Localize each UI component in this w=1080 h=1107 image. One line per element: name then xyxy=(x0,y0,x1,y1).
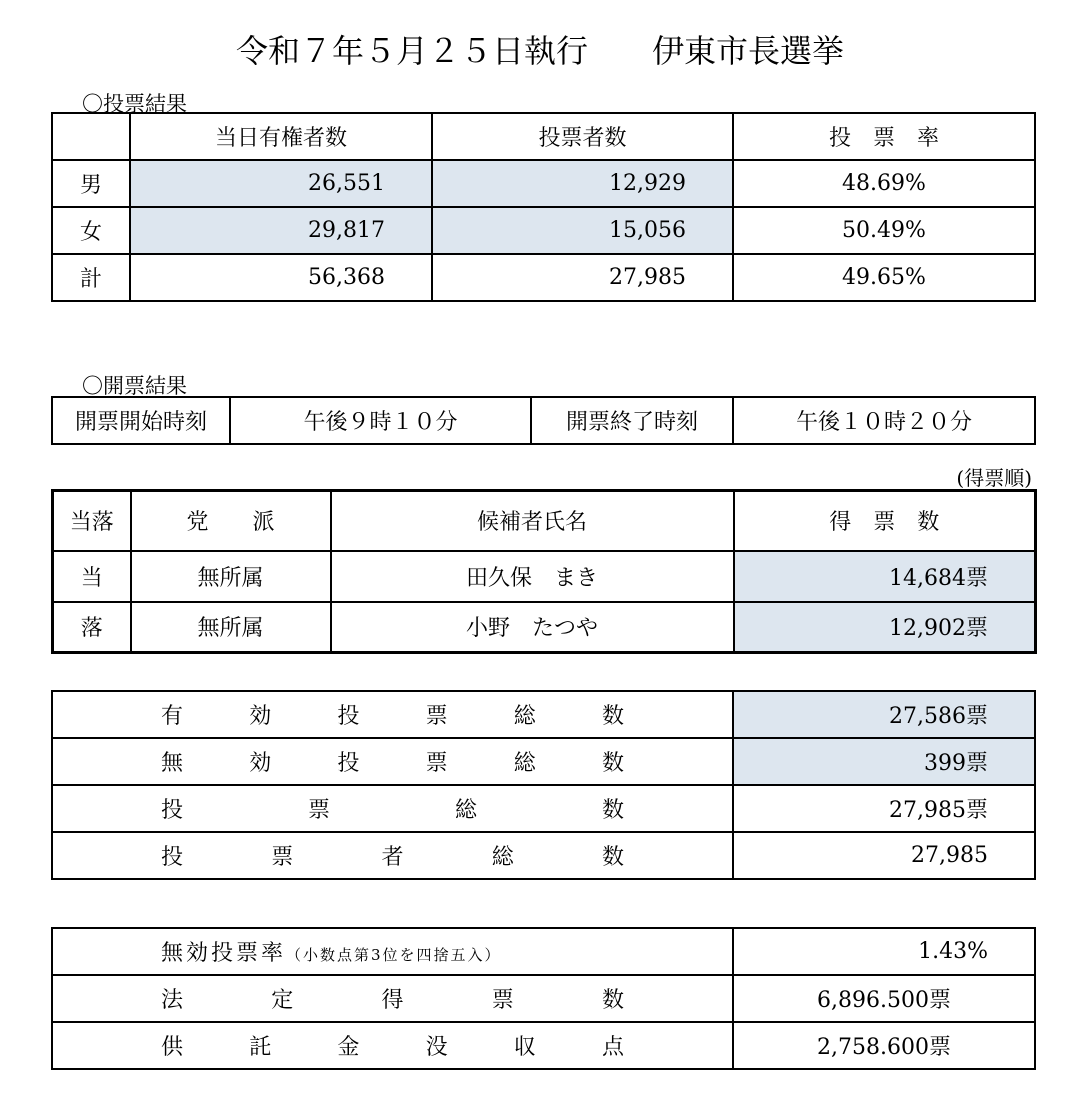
row-label: 計 xyxy=(52,254,130,301)
table-row xyxy=(52,691,1035,738)
total-label: 無効投票総数 xyxy=(52,738,733,785)
total-value: 399票 xyxy=(733,738,1035,785)
table-row xyxy=(53,551,1036,602)
table-row xyxy=(52,254,1035,301)
total-value: 27,586票 xyxy=(733,691,1035,738)
counting-time-table xyxy=(51,396,1036,445)
table-row xyxy=(53,491,1036,551)
count-end-value: 午後１０時２０分 xyxy=(733,397,1035,444)
votes-cell: 12,902票 xyxy=(734,602,1036,653)
eligible-cell: 29,817 xyxy=(130,207,432,254)
candidate-name: 田久保 まき xyxy=(331,551,734,602)
header-eligible: 当日有権者数 xyxy=(130,113,432,160)
invalid-rate-note: （小数点第3位を四捨五入） xyxy=(286,946,502,964)
voters-cell: 27,985 xyxy=(432,254,733,301)
deposit-forfeit-value: 2,758.600票 xyxy=(733,1022,1035,1069)
vote-stats-table xyxy=(51,927,1036,1070)
legal-votes-value: 6,896.500票 xyxy=(733,975,1035,1022)
table-row xyxy=(52,738,1035,785)
turnout-section-label: 〇投票結果 xyxy=(82,92,187,116)
table-row xyxy=(52,1022,1035,1069)
invalid-rate-value: 1.43% xyxy=(733,928,1035,975)
row-label: 男 xyxy=(52,160,130,207)
legal-votes-label: 法定得票数 xyxy=(52,975,733,1022)
party-cell: 無所属 xyxy=(131,551,331,602)
eligible-cell: 56,368 xyxy=(130,254,432,301)
table-row xyxy=(52,113,1035,160)
table-row xyxy=(52,207,1035,254)
total-label: 投票者総数 xyxy=(52,832,733,879)
header-party: 党 派 xyxy=(131,491,331,551)
table-row xyxy=(52,397,1035,444)
status-cell: 落 xyxy=(53,602,131,653)
votes-cell: 14,684票 xyxy=(734,551,1036,602)
row-label: 女 xyxy=(52,207,130,254)
table-row xyxy=(52,975,1035,1022)
candidate-results-table xyxy=(51,489,1037,654)
table-row xyxy=(52,785,1035,832)
eligible-cell: 26,551 xyxy=(130,160,432,207)
party-cell: 無所属 xyxy=(131,602,331,653)
header-name: 候補者氏名 xyxy=(331,491,734,551)
total-label: 有効投票総数 xyxy=(52,691,733,738)
count-start-label: 開票開始時刻 xyxy=(52,397,230,444)
rate-cell: 48.69% xyxy=(733,160,1035,207)
total-value: 27,985 xyxy=(733,832,1035,879)
vote-totals-table xyxy=(51,690,1036,880)
turnout-table xyxy=(51,112,1036,302)
rate-cell: 49.65% xyxy=(733,254,1035,301)
header-voters: 投票者数 xyxy=(432,113,733,160)
header-status: 当落 xyxy=(53,491,131,551)
rate-cell: 50.49% xyxy=(733,207,1035,254)
order-note: (得票順) xyxy=(956,466,1032,490)
total-value: 27,985票 xyxy=(733,785,1035,832)
table-row xyxy=(53,602,1036,653)
counting-section-label: 〇開票結果 xyxy=(82,374,187,398)
table-row xyxy=(52,928,1035,975)
voters-cell: 15,056 xyxy=(432,207,733,254)
header-rate: 投 票 率 xyxy=(733,113,1035,160)
invalid-rate-label: 無効投票率 xyxy=(161,941,287,966)
count-end-label: 開票終了時刻 xyxy=(531,397,733,444)
voters-cell: 12,929 xyxy=(432,160,733,207)
header-votes: 得 票 数 xyxy=(734,491,1036,551)
status-cell: 当 xyxy=(53,551,131,602)
count-start-value: 午後９時１０分 xyxy=(230,397,531,444)
page-title: 令和７年５月２５日執行 伊東市長選挙 xyxy=(235,32,844,70)
table-row xyxy=(52,832,1035,879)
total-label: 投票総数 xyxy=(52,785,733,832)
table-row xyxy=(52,160,1035,207)
deposit-forfeit-label: 供託金没収点 xyxy=(52,1022,733,1069)
invalid-rate-label-cell xyxy=(52,928,733,975)
corner-cell xyxy=(52,113,130,160)
candidate-name: 小野 たつや xyxy=(331,602,734,653)
